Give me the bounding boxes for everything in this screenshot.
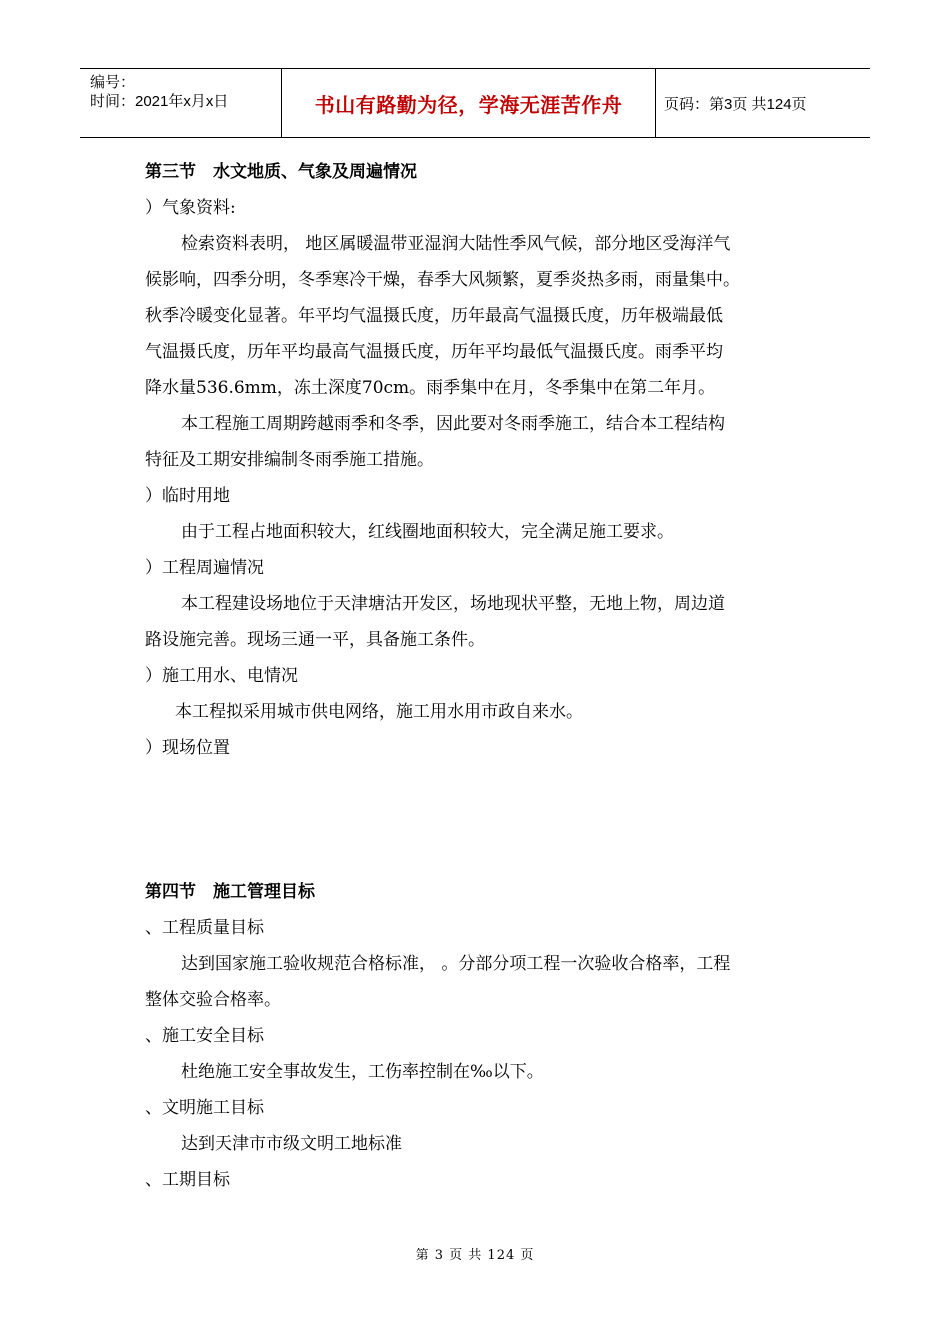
weather-line: 检索资料表明， 地区属暖温带亚湿润大陆性季风气候，部分地区受海洋气	[181, 234, 731, 254]
surroundings-line: 本工程建设场地位于天津塘沽开发区，场地现状平整，无地上物，周边道	[181, 594, 725, 614]
time-label: 时间：2021年x月x日	[90, 93, 229, 110]
utilities-label: ）施工用水、电情况	[145, 666, 298, 686]
civil-label: 、文明施工目标	[145, 1098, 264, 1118]
surroundings-line: 路设施完善。现场三通一平，具备施工条件。	[145, 630, 485, 650]
safety-text: 杜绝施工安全事故发生，工伤率控制在‰以下。	[181, 1062, 544, 1082]
quality-line: 达到国家施工验收规范合格标准， 。分部分项工程一次验收合格率，工程	[181, 954, 731, 974]
header-table	[80, 68, 870, 138]
section-gap	[145, 766, 817, 874]
quality-line: 整体交验合格率。	[145, 990, 281, 1010]
construction-line: 特征及工期安排编制冬雨季施工措施。	[145, 450, 434, 470]
weather-line: 降水量536.6mm，冻土深度70cm。雨季集中在月，冬季集中在第二年月。	[145, 378, 716, 398]
temp-land-text: 由于工程占地面积较大，红线圈地面积较大，完全满足施工要求。	[181, 522, 674, 542]
document-body	[145, 154, 817, 1198]
section4-title: 第四节 施工管理目标	[145, 882, 315, 902]
header-motto: 书山有路勤为径，学海无涯苦作舟	[282, 69, 656, 137]
safety-label: 、施工安全目标	[145, 1026, 264, 1046]
weather-line: 秋季冷暖变化显著。年平均气温摄氏度，历年最高气温摄氏度，历年极端最低	[145, 306, 723, 326]
utilities-text: 本工程拟采用城市供电网络，施工用水用市政自来水。	[175, 702, 583, 722]
civil-text: 达到天津市市级文明工地标准	[181, 1134, 402, 1154]
weather-line: 候影响，四季分明，冬季寒冷干燥，春季大风频繁，夏季炎热多雨，雨量集中。	[145, 270, 740, 290]
surroundings-label: ）工程周遍情况	[145, 558, 264, 578]
schedule-label: 、工期目标	[145, 1170, 230, 1190]
construction-line: 本工程施工周期跨越雨季和冬季，因此要对冬雨季施工，结合本工程结构	[181, 414, 725, 434]
page-footer: 第 3 页 共 124 页	[415, 1248, 535, 1263]
header-meta	[80, 69, 282, 137]
temp-land-label: ）临时用地	[145, 486, 230, 506]
weather-line: 气温摄氏度，历年平均最高气温摄氏度，历年平均最低气温摄氏度。雨季平均	[145, 342, 723, 362]
number-label: 编号：	[90, 74, 136, 91]
location-label: ）现场位置	[145, 738, 230, 758]
header-page-info: 页码：第3页 共124页	[664, 95, 807, 113]
weather-label: ）气象资料:	[145, 198, 236, 218]
section3-title: 第三节 水文地质、气象及周遍情况	[145, 162, 417, 182]
quality-label: 、工程质量目标	[145, 918, 264, 938]
